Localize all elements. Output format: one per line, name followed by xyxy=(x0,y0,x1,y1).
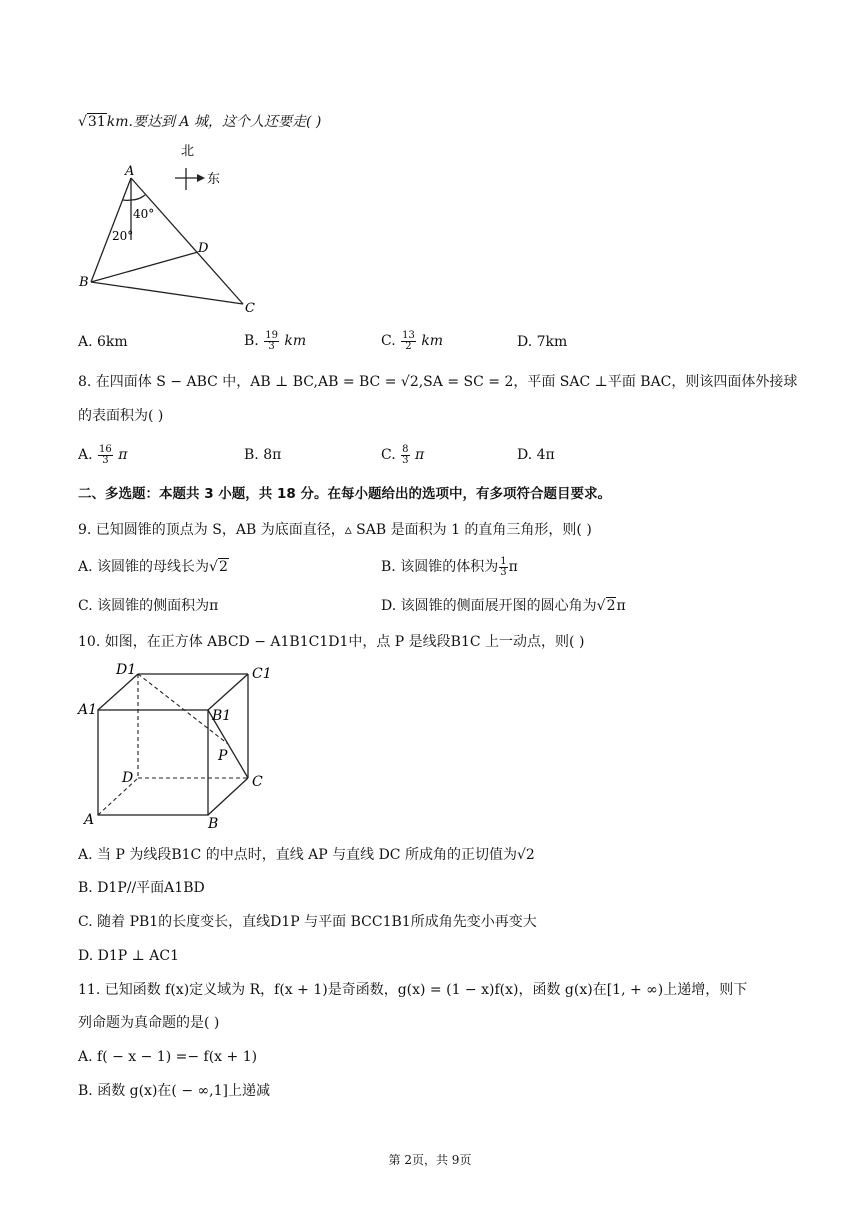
q8-option-a: A. $\frac{16}{3}$ π xyxy=(78,443,128,466)
q7-option-b-fraction: $\frac{19}{3}$ xyxy=(265,329,278,352)
label-p: P xyxy=(218,748,228,764)
q7-option-c-fraction: $\frac{13}{2}$ xyxy=(402,329,415,352)
sqrt-symbol: √ xyxy=(209,559,218,575)
q9-option-d: D. 该圆锥的侧面展开图的圆心角为√2π xyxy=(381,598,626,614)
q10-option-a: A. 当 P 为线段B1C 的中点时，直线 AP 与直线 DC 所成角的正切值为√2 xyxy=(78,847,535,863)
edge-b1c1 xyxy=(208,674,248,710)
q7-stem-text: km.要达到 A 城，这个人还要走( ) xyxy=(106,114,322,130)
q11-stem-line1: 11. 已知函数 f(x)定义域为 R，f(x + 1)是奇函数，g(x) = (1 − x)f(x)，函数 g(x)在[1, + ∞)上递增，则下 xyxy=(78,982,748,998)
q10-cube-figure xyxy=(78,660,278,830)
point-a-label: A xyxy=(125,164,135,179)
point-d-label: D xyxy=(198,241,209,256)
label-c1: C1 xyxy=(252,666,272,682)
q9-option-c: C. 该圆锥的侧面积为π xyxy=(78,598,219,614)
label-a: A xyxy=(84,812,95,828)
q10-option-c: C. 随着 PB1的长度变长，直线D1P 与平面 BCC1B1所成角先变小再变大 xyxy=(78,914,537,930)
q7-option-a: A. 6km xyxy=(78,334,128,350)
q8-stem-line1: 8. 在四面体 S − ABC 中，AB ⊥ BC,AB = BC = √2,SA = SC = 2，平面 SAC ⊥平面 BAC，则该四面体外接球 xyxy=(78,374,798,390)
q9-option-b: B. 该圆锥的体积为 $\frac{1}{3}$ π xyxy=(381,555,518,578)
q8-option-b: B. 8π xyxy=(244,447,282,463)
q7-triangle-figure xyxy=(75,140,325,315)
q8-stem-line2: 的表面积为( ) xyxy=(78,408,164,424)
q8-option-c: C. $\frac{8}{3}$ π xyxy=(381,443,425,466)
point-c-label: C xyxy=(245,301,255,316)
compass-east-label: 东 xyxy=(207,172,221,187)
q10-stem: 10. 如图，在正方体 ABCD − A1B1C1D1中，点 P 是线段B1C 上一动点，则( ) xyxy=(78,634,585,650)
label-d1: D1 xyxy=(116,662,137,678)
edge-bc xyxy=(208,778,248,815)
q7-stem-tail xyxy=(78,112,321,132)
section-heading: 二、多选题：本题共 3 小题，共 18 分。在每小题给出的选项中，有多项符合题目要求。 xyxy=(78,486,611,502)
q8-option-d: D. 4π xyxy=(517,447,555,463)
q9-stem: 9. 已知圆锥的顶点为 S，AB 为底面直径，▵ SAB 是面积为 1 的直角三角形，则( ) xyxy=(78,522,592,538)
q8-option-c-fraction: $\frac{8}{3}$ xyxy=(402,443,409,466)
q7-option-b: B. $\frac{19}{3}$ km xyxy=(244,329,307,352)
angle-arc-40 xyxy=(131,195,145,200)
q7-sqrt-value: 31 xyxy=(87,114,106,130)
sqrt-symbol: √ xyxy=(78,114,87,130)
label-b1: B1 xyxy=(212,708,232,724)
angle-40-label: 40° xyxy=(133,207,155,221)
q9-option-a: A. 该圆锥的母线长为√2 xyxy=(78,559,228,575)
q9-option-b-fraction: $\frac{1}{3}$ xyxy=(500,555,507,578)
label-c: C xyxy=(252,774,263,790)
q11-stem-line2: 列命题为真命题的是( ) xyxy=(78,1015,220,1031)
segment-ac xyxy=(131,178,243,304)
q10-option-d: D. D1P ⊥ AC1 xyxy=(78,948,179,964)
q7-option-c: C. $\frac{13}{2}$ km xyxy=(381,329,444,352)
segment-bc xyxy=(91,282,243,304)
sqrt-symbol: √ xyxy=(596,598,606,614)
point-b-label: B xyxy=(79,275,89,290)
q8-option-a-fraction: $\frac{16}{3}$ xyxy=(99,443,112,466)
angle-20-label: 20° xyxy=(112,229,134,243)
compass-arrow-icon xyxy=(197,174,205,182)
label-d: D xyxy=(122,770,134,786)
q7-option-d: D. 7km xyxy=(517,334,568,350)
label-a1: A1 xyxy=(78,702,98,718)
q10-option-b: B. D1P//平面A1BD xyxy=(78,880,205,896)
edge-a1d1 xyxy=(98,674,138,710)
segment-bd xyxy=(91,252,198,282)
q11-option-a: A. f( − x − 1) =− f(x + 1) xyxy=(78,1049,258,1065)
compass-north-label: 北 xyxy=(181,144,195,159)
label-b: B xyxy=(208,816,219,832)
q11-option-b: B. 函数 g(x)在( − ∞,1]上递减 xyxy=(78,1083,270,1099)
page-footer: 第 2页，共 9页 xyxy=(388,1153,472,1167)
